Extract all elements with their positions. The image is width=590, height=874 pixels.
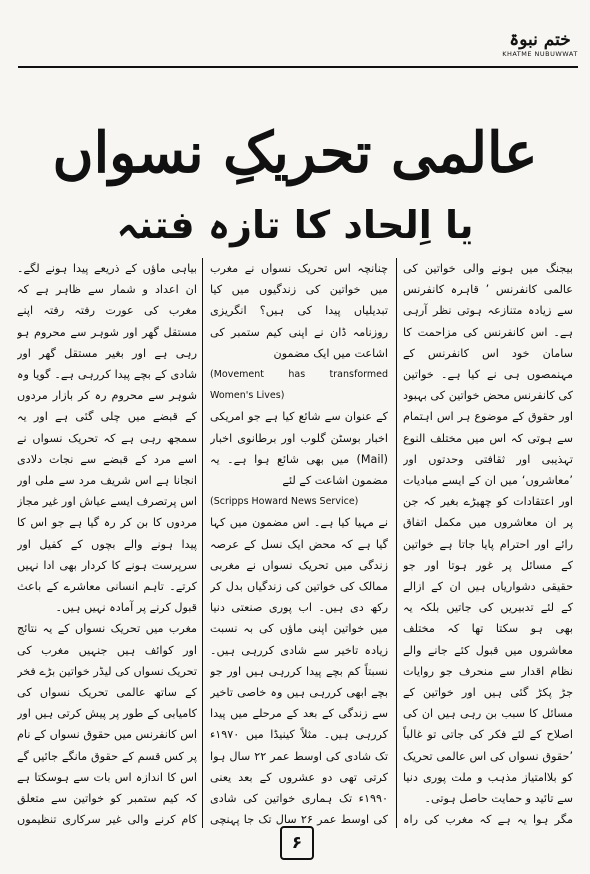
paragraph: نے مہیا کیا ہے۔ اس مضمون میں کہا گیا ہے کہ محض ایک نسل کے عرصہ زندگی میں تحریک نسواں نے مغربی ممالک کی خواتین کی زندگیاں بدل کر رکھ دی ہیں۔ اب پوری صنعتی دنیا میں خواتین اپنی ماؤں کی بہ نسبت زیادہ تاخیر سے شادی کررہی ہیں۔ نسبتاً کم بچے پیدا کررہی ہیں اور جو بچے ابھی کررہی ہیں وہ خاصی تاخیر سے زندگی کے بعد کے مرحلے میں پیدا کررہی ہیں۔ مثلاً کینیڈا میں ۱۹۷۰ء تک شادی کی اوسط عمر ۲۲ سال ہوا کرتی تھی دو عشروں کے بعد یعنی ۱۹۹۰ء تک ہماری خواتین کی شادی کی اوسط عمر ۲۶ سال تک جا پہنچی (210, 516, 388, 826)
paragraph: مغرب میں تحریک نسواں کے یہ نتائج اور کوائف ہیں جنہیں مغرب کی تحریک نسواں کی لیڈر خواتین بڑے فخر کے ساتھ عالمی تحریک نسواں کی کامیابی کے طور پر پیش کرتی ہیں اور اس کانفرنس میں حقوق نسواں کے نام پر کس قسم کے حقوق مانگے جائیں گے اس کا اندازہ اس بات سے ہوسکتا ہے کہ کیم ستمبر کو خواتین سے متعلق کام کرنے والی غیر سرکاری تنظیموں (17, 622, 197, 826)
text-column-2 (210, 258, 388, 826)
paragraph: بیاہی ماؤں کے ذریعے پیدا ہونے لگے۔ ان اعداد و شمار سے ظاہر ہے کہ مغرب کی عورت رفتہ رفتہ اپنے مستقل گھر اور شوہر سے محروم ہو رہی ہے اور بغیر مستقل گھر اور شادی کے بچے پیدا کررہی ہے۔ گویا وہ شوہر سے محروم رہ کر بازار مردوں کے قبضے میں چلی گئی ہے اور یہ سمجھ رہی ہے کہ تحریک نسواں نے اسے مرد کے قبضے سے نجات دلادی انجانا ہے اس شریف مرد سے ملی اور اس پرتصرف ایسے عیاش اور غیر مجاز مردوں کا بن کر رہ گیا ہے جو اس کا پیدا ہونے والے بچوں کے کفیل اور سرپرست ہونے کا کردار بھی ادا نہیں کرتے۔ تاہم انسانی معاشرے کے باعث قبول کرنے پر آمادہ نہیں ہیں۔ (17, 262, 197, 615)
paragraph: چنانچہ اس تحریک نسواں نے مغرب میں خواتین کی زندگیوں میں کیا تبدیلیاں پیدا کی ہیں؟ انگریزی روزنامہ ڈان نے اپنی کیم ستمبر کی اشاعت میں ایک مضمون (210, 262, 388, 360)
column-divider (202, 258, 203, 828)
column-divider (396, 258, 397, 828)
english-phrase: (Movement has transformed Women's Lives) (210, 369, 388, 402)
english-phrase: (Scripps Howard News Service) (210, 496, 359, 508)
header-rule (18, 66, 578, 68)
paragraph: مگر ہوا یہ ہے کہ مغرب کی راہ (403, 813, 573, 826)
paragraph: بیجنگ میں ہونے والی خواتین کی عالمی کانفرنس ’ قاہرہ کانفرنس سے زیادہ متنازعہ ہوتی نظر آرہی ہے۔ اس کانفرنس کی مزاحمت کا سامان خود اس کانفرنس کے مہنمصوں ہی نے کیا ہے۔ خواتین کی کانفرنس محض خواتین کی بہبود اور حقوق کے موضوع ہر اس اہتمام سے ہوتی کہ اس میں مختلف النوع تہذیبی اور ثقافتی وحدتوں اور ’معاشروں‘ میں ان کے ایسے مبادیات اور اعتقادات کو چھیڑے بغیر کہ جن پر ان معاشروں میں مکمل اتفاق رائے اور احترام پایا جاتا ہے خواتین کے مسائل پر غور ہوتا اور جو حقیقی دشواریاں ہیں ان کے ازالے کے لئے تدبیریں کی جاتیں بلکہ یہ بھی ہو سکتا تھا کہ مختلف معاشروں میں قبول کئے جانے والے نظام اقدار سے منحرف جو روایات جڑ پکڑ گئی ہیں اور خواتین کے مسائل کا سبب بن رہی ہیں ان کی اصلاح کے لئے فکر کی جاتی تو غالباً ’حقوق نسواں کی اس عالمی تحریک کو بلاامتیاز مذہب و ملت پوری دنیا سے تائید و حمایت حاصل ہوتی۔ (403, 262, 573, 806)
logo-urdu-text: ختم نبوۃ (509, 30, 571, 50)
paragraph: کے عنوان سے شائع کیا ہے جو امریکی اخبار بوسٹن گلوب اور برطانوی اخبار (Mail) میں بھی شائع ہوا ہے۔ یہ مضمون اشاعت کے لئے (210, 410, 388, 488)
text-column-3 (17, 258, 197, 826)
article-subtitle: یا اِلحاد کا تازہ فتنہ (116, 203, 474, 247)
logo (502, 30, 578, 66)
text-column-1 (403, 258, 573, 826)
article-title: عالمی تحریکِ نسواں (52, 120, 538, 186)
page-number: ۶ (280, 826, 314, 860)
logo-english-text: KHATME NUBUWWAT (502, 50, 578, 58)
